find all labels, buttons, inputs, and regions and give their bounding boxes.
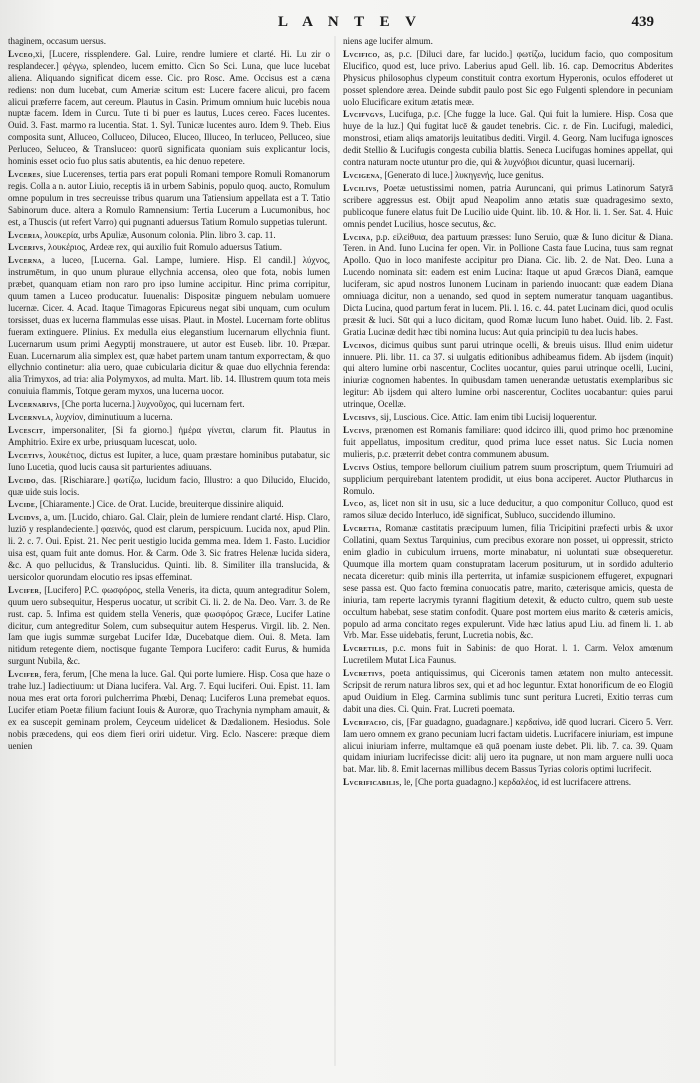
dictionary-entry [8, 425, 330, 449]
headword: Lvceres [8, 168, 41, 179]
headword: Lvcetivs [8, 449, 44, 460]
entry-text: , fera, ferum, [Che mena la luce. Gal. Qui porte lumiere. Hisp. Cosa que haze o trahe luz.] Iadiectiuum: ut Diana lucifera. Val. Arg. 7. Equi luciferi. Oui. Epist. 11. Iam noua mes erat orta forori pulcherrima Phœbi, Denaq; Luciferos Luna premebat equos. Lucifer etiam Poetæ filium faciunt Iouis & Auroræ, quo Trachynia nympham amauit, & ex ea suscepit geminam prolem, Ceyceum uidelicet & Dædalionem. Hesiodus. Sole nobis præcedens, qui eos diem fieri oriri uidetur. Virg. Eclo. Nascere: præque diem uenien [8, 669, 330, 751]
entry-text: , dicimus quibus sunt parui utrinque ocelli, & breuis uisus. Illud enim uidetur innuere. Pli. libr. 11. ca 37. si uulgatis editionibus adhibeamus fidem. Ab ijsdem (inquit) qui altero lumine orbi nascentur, Coclites uocantur, quies parui utrinque ocelli, Lucini, iniuriæ cognomen habentes. In quibusdam tamen uenerandæ uetustatis exemplaribus sic legitur: Ab ijsdem qui altero lumine orbi nascerentur, Coclites uocabantur: quies parui utrinque, Ocellæ. [343, 339, 673, 410]
dictionary-entry [343, 462, 673, 498]
headword: Lvcretia [343, 523, 380, 534]
dictionary-entry [343, 36, 673, 48]
left-column [8, 36, 330, 1076]
dictionary-entry [343, 717, 673, 777]
dictionary-entry [343, 777, 673, 789]
dictionary-entry [343, 412, 673, 424]
dictionary-entry [8, 242, 330, 254]
headword: Lvcrificabilis [343, 777, 400, 788]
headword: Lvcinos [343, 339, 375, 350]
entry-text: , as, licet non sit in usu, sic a luce deducitur, a quo componitur Colluco, quod est ramos siluæ decido Interluco, idē significat, Subluco, succidendo illumino. [343, 498, 673, 521]
headword: Lvcigena [343, 169, 380, 180]
dictionary-entry [343, 232, 673, 339]
entry-text: , Poetæ uetustissimi nomen, patria Auruncani, qui primus Latinorum Satyrā scribere aggressus est. Obijt apud Neapolim anno ætatis suæ quadragesimo sexto, publicoque funere elatus fuit De Lucilio uide Quint. lib. 10. & Hor. li. 1. Ser. Sat. 4. Huic omnis pendet Lucilius, hosce secutus, &c. [343, 182, 673, 229]
entry-paragraph [8, 255, 330, 398]
entry-text: , λυχνίον, diminutiuum a lucerna. [50, 412, 173, 423]
headword: Lvcivs [343, 425, 370, 435]
dictionary-entry [8, 255, 330, 398]
dictionary-entry [343, 170, 673, 182]
entry-text: , λουκέριος, Ardeæ rex, qui auxilio fuit Romulo aduersus Tatium. [43, 242, 282, 253]
entry-text: , λουκερία, urbs Apuliæ, Ausonum colonia. Plin. libro 3. cap. 11. [39, 229, 276, 240]
dictionary-entry [343, 498, 673, 522]
entry-paragraph [343, 109, 673, 169]
entry-paragraph [8, 169, 330, 229]
entry-paragraph [8, 425, 330, 449]
headword: Lvceo [8, 48, 33, 59]
entry-paragraph [343, 717, 673, 777]
dictionary-entry [8, 499, 330, 511]
page-header [0, 14, 700, 36]
entry-paragraph [343, 668, 673, 716]
entry-text: , das. [Rischiarare.] φωτίζω, lucidum facio, Illustro: a quo Dilucido, Elucido, quæ uide suis locis. [8, 474, 330, 497]
headword: Lvcerivs [8, 242, 44, 253]
headword: Lvcivs [343, 461, 370, 472]
entry-paragraph [8, 585, 330, 668]
entry-paragraph [8, 450, 330, 474]
entry-text: , le, [Che porta guadagno.] κερδαλέος, id est lucrifacere attrens. [399, 777, 632, 788]
dictionary-entry [8, 450, 330, 474]
dictionary-entry [8, 669, 330, 752]
running-head: L A N T E V [278, 14, 422, 30]
entry-text: , p.p. εἰλείθυια, dea partuum præsses: Iuno Seruio, quæ & Iuno dicitur & Diana. Teren. in And. Iuno Lucina fer open. Vir. in Pollione Casta faue Lucina, tuus sam regnat Apollo. Quo in loco manifeste accipitur pro Diana. Cic. lib. 2. de Nat. Deo. Luna a Lucendo nominata sit: eadem est enim Lucina: Itaque ut apud Græcos Dianā, eamque luciferam, sic apud nostros Iunonem Lucinam in pariendo inuocant: quæ eadem Diana omniuaga dicitur, non a uenando, sed quod in septem numeratur tanquam uagantibus. Dicta Lucina, quod partum ferat in lucem. Pli. l. 16. c. 44. patet Lucinam dici, quod oculis præsit & luci. Sūt qui a luco dicitam, quod Romæ lucum Iuno habet. Ouid. lib. 2. Fast. Gratia Lucinæ dedit hæc tibi nomina lucus: Aut quia principiū tu dea lucis habes. [343, 231, 673, 337]
entry-paragraph [8, 512, 330, 583]
dictionary-entry [343, 523, 673, 642]
entry-paragraph [343, 36, 673, 48]
dictionary-entry [8, 512, 330, 583]
entry-paragraph [343, 49, 673, 109]
entry-paragraph [8, 36, 330, 48]
entry-text: , cis, [Far guadagno, guadagnare.] κερδαίνω, idē quod lucrari. Cicero 5. Verr. Iam uero omnem ex grano pecuniam lucri factam uidetis. Lucrifacere iniuriam, est impune alicui iniuriam inferre, multamque eā quā poenam iuste debet. Pli. lib. 7. ca. 39. Quam quidam iniuriam lucrifecisse dicit: alij uero ita pugnare, ut non mam arguere nulli uoca bat. Mar. lib. 8. Emit lacernas millibus decem Bassus Tyrias coloris optimi lucrifecit. [343, 716, 673, 775]
headword: Lvcretilis [343, 643, 386, 654]
entry-paragraph [343, 232, 673, 339]
entry-text: , a, um. [Lucido, chiaro. Gal. Clair, plein de lumiere rendant clarté. Hisp. Claro, luziō y resplandeciente.] φαεινός, quod est clarum, perspicuum. Lucida nox, apud Plin. li. 2. c. 7. Oui. Epist. 21. Nec perit uestigio lucida gemma mea. Idem 1. Fasto. Lucidior uisa est, quam fuit ante domus. Hor. & Carm. Ode 3. Sic fratres Helenæ lucida sidera, &c. A quo pellucidus, & Translucidus. Quinti. lib. 8. Similiter illa translucida, & uersicolor quorundam elocutio res ipsas effeminat. [8, 512, 330, 582]
dictionary-entry [343, 668, 673, 716]
headword: Lvcernvla [8, 412, 51, 423]
headword: Lvcifer [8, 669, 40, 680]
headword: Lvcerna [8, 255, 42, 266]
entry-text: , [Generato di luce.] λυκηγενής, luce genitus. [379, 169, 544, 180]
entry-paragraph [343, 183, 673, 231]
entry-paragraph [343, 412, 673, 424]
column-divider [334, 36, 336, 1066]
entry-text: , sij, Luscious. Cice. Attic. Iam enim tibi Lucisij loquerentur. [375, 412, 597, 423]
right-column [343, 36, 673, 1076]
dictionary-entry [8, 412, 330, 424]
entry-text: , as, p.c. [Diluci dare, far lucido.] φωτίζω, lucidum facio, quo compositum Elucifico, quod est, luce privo. Laberius apud Gell. lib. 16. cap. Democritus Abderites Physicus philosophus clypeum constituit contra exortum Hyperonis, oculos effoderet ut posset splendore ærea. Deinde subdit paulo post Sic ego Fulgenti splendore in pecuniam uolo Elucificare exitum ætatis meæ. [343, 48, 673, 107]
entry-text: , siue Lucerenses, tertia pars erat populi Romani tempore Romuli Romanorum regis. Colla a n. autor Liuio, receptis iā in urbem Sabinis, populo quoq. aucto, Romulum omne populum in tres secreuisse tribus quarum una Tatiensium appellata est a T. Tatio Sabinorum duce. altera a Romulo Ramnensium: Tertia Lucerum a Lucumonibus, hoc est, a Thuscis (ut refert Varro) qui pugnanti aduersus Tatium Romulo suppetias tulerunt. [8, 168, 330, 227]
headword: Lvcescit [8, 425, 44, 435]
headword: Lvcifico [343, 48, 378, 59]
dictionary-entry [8, 36, 330, 48]
headword: Lvcide [8, 499, 36, 510]
entry-paragraph [8, 230, 330, 242]
dictionary-entry [343, 183, 673, 231]
entry-text: niens age lucifer almum. [343, 36, 433, 46]
entry-paragraph [343, 340, 673, 411]
headword: Lvcisivs [343, 412, 376, 423]
headword: Lvcifvgvs [343, 109, 384, 120]
entry-text: Ostius, tempore bellorum ciuilium patrem suum proscriptum, quem Triumuiri ad supplicium perquirebant latentem prodidit, ut eius bona acciperet. Auctor Plutharcus in Romulo. [343, 461, 673, 496]
dictionary-entry [343, 49, 673, 109]
dictionary-entry [343, 425, 673, 461]
dictionary-entry [8, 475, 330, 499]
headword: Lvcrifacio [343, 716, 387, 727]
entry-paragraph [8, 49, 330, 168]
dictionary-entry [8, 399, 330, 411]
dictionary-entry [8, 169, 330, 229]
entry-paragraph [8, 499, 330, 511]
headword: Lvcifer [8, 584, 40, 595]
entry-text: , λουκέτιος, dictus est Iupiter, a luce, quam præstare hominibus putabatur, sic Iuno Lucetia, quod lucis causa sit parturientes adiuuans. [8, 449, 330, 472]
headword: Lvcidvs [8, 512, 40, 523]
entry-text: , p.c. mons fuit in Sabinis: de quo Horat. l. 1. Carm. Velox amœnum Lucretilem Mutat Lica Faunus. [343, 643, 673, 666]
entry-text: , [Lucifero] P.C. φωσφόρος, stella Veneris, ita dicta, quum antegraditur Solem, quum uero subsequitur, Hesperus uocatur, ut scribit Ci. li. 2. de Na. Deo. Varr. 3. de Re rust. cap. 5. Infima est quidem stella Veneris, quæ φωσφόρος Græce, Lucifer Latine dicitur, cum antegreditur Solem, cum subsequitur autem Hesperus. Virgil. lib. 2. Nen. Iam que iugis summæ surgebat Lucifer Idæ, Ducebatque diem. Oui. 8. Meta. Iam nitidum retegente diem, noctisque fugante Tempora Lucifero: cadit Eurus, & humida surgunt Nubila, &c. [8, 584, 330, 667]
entry-paragraph [8, 399, 330, 411]
entry-text: , [Chiaramente.] Cice. de Orat. Lucide, breuiterque dissinire aliquid. [35, 499, 284, 510]
dictionary-entry [8, 230, 330, 242]
dictionary-entry [8, 585, 330, 668]
entry-paragraph [343, 170, 673, 182]
headword: Lvceria [8, 229, 40, 240]
dictionary-entry [343, 643, 673, 667]
entry-text: , prænomen est Romanis familiare: quod idcirco illi, quod primo hoc prænomine fuit appellatus, impositum creditur, quod prima luce esset natus. Sic Lucia nomen mulieris, p.c. præterrit debet contra communem abusum. [343, 425, 673, 459]
page-number: 439 [631, 14, 654, 30]
entry-paragraph [8, 412, 330, 424]
entry-text: , a luceo, [Lucerna. Gal. Lampe, lumiere. Hisp. El candil.] λύχνος, instrumētum, in quo unum pluraue ellychnia accensa, oleo que fota, nobis lumen præbet, quanquam etiam non raro pro ipso lumine accipitur. Hinc prima corripitur, quum tamen a Luceo producatur. Iuuenalis: Dispositæ pinguem nebulam uomuere lucernæ. Cicer. 4. Acad. Itaque Timagoras Epicureus negat sibi unquam, cum oculum torsisset, duas ex lucerna flammulas esse uisas. Plaut. in Mostel. Lucernam forte oblitus fueram extinguere. Plinius. Ex medulla eius eleganstium lucernarum ellychnia fiunt. Lucernarum usum primi Aegyptij monstrauere, ut autor est Euseb. libr. 10. Præpar. Euan. Lucernarum alia simplex est, quæ habet partem unam tantum exporrectam, & quo ellychnio continetur: alia uero, quae cubicularia dicitur & quae duo ellychnia ferenda: alia Trimyxos, ad tria: alia Polymyxos, ad multa. Mart. lib. 14. Illustrem quum tota meis conuiuia flammis, Totque geram myxos, una lucerna uocor. [8, 255, 330, 397]
entry-text: , poeta antiquissimus, qui Ciceronis tamen ætatem non multo antecessit. Scripsit de rerum natura libros sex, qui et ad hoc leguntur. Extat honorificum de eo Elogiū apud Ouidium in Eleg. Carmina sublimis tunc sunt peritura Lucreti, Exitio terras cum dabit una dies. Ci. Quin. Frat. Lucreti poemata. [343, 668, 673, 714]
entry-paragraph [8, 669, 330, 752]
dictionary-entry [8, 49, 330, 168]
entry-paragraph [343, 523, 673, 642]
dictionary-entry [343, 340, 673, 411]
entry-text: , [Che porta lucerna.] λυχνοῦχος, qui lucernam fert. [57, 399, 245, 410]
headword: Lvco [343, 498, 364, 509]
entry-paragraph [343, 462, 673, 498]
headword: Lvcilivs [343, 182, 377, 193]
entry-text: thaginem, occasum uersus. [8, 36, 106, 46]
entry-paragraph [343, 425, 673, 461]
headword: Lvcretivs [343, 668, 383, 679]
headword: Lvcido [8, 474, 36, 485]
entry-text: , impersonaliter, [Si fa giorno.] ἡμέρα γίνεται, clarum fit. Plautus in Amphitrio. Exire ex urbe, priusquam lucescat, uolo. [8, 425, 330, 447]
dictionary-entry [343, 109, 673, 169]
entry-text: ,xi, [Lucere, rissplendere. Gal. Luire, rendre lumiere et clarté. Hi. Lu zir o resplandecer.] φέγγω, splendeo, lucem emitto. Cicn So Sci. Luna, que luce lucebat aliena. Aliquando significat dicem esse. Cic. pro Rosc. Ame. Occisus est a cæna rediens: non dum lucebat, cum Ameriæ scitum est: Lucere facere alicui, pro facem alicui præferre facem, aut cereum. Plautus in Casin. Primum omnium huic lucebis noua nuptæ facem. Idem in Curcu. Tute ti bi puer es lautus, Luces cereo. Faces lucentes. Ouid. 3. Fast. marmo ra lucentia. Stat. 1. Syl. Tunicæ lucentes auro. Idem 9. Theb. Eius composita sunt, Alluceo, Colluceo, Diluceo, Eluceo, Illuceo, In terluceo, Pelluceo, siue Perluceo, Seluceo, & Transluceo: quorū significata quoniam suis explicantur locis, hominis esset ocio fuo plus satis abutentis, ea hic denuo repetere. [8, 48, 330, 167]
entry-paragraph [343, 643, 673, 667]
entry-paragraph [343, 777, 673, 789]
entry-text: , Lucifuga, p.c. [Che fugge la luce. Gal. Qui fuit la lumiere. Hisp. Cosa que huye de la luz.] Qui fugitat lucē & gaudet tenebris. Cic. r. de Fin. Lucifugi, maledici, monstrosi, etiam aliqs amatorijs leuitatibus dediti. Virgil. 4. Georg. Nam lucifuga ignosces dedit Stellio & Lucifugis congesta cubilia blattis. Seneca Lucifugas homines appellat, qui contra naturam nocte utuntur pro die, qui & λυχνόβιοι dicuntur, quasi lucernarij. [343, 109, 673, 168]
headword: Lvcernarivs [8, 399, 58, 410]
entry-paragraph [8, 475, 330, 499]
headword: Lvcina [343, 231, 371, 242]
entry-text: , Romanæ castitatis præcipuum lumen, filia Tricipitini præfecti urbis & uxor Collatini, quam Sextus Tarquinius, cum precibus exorare non posset, ui oppressit, stricto enim gladio in cubiculum irruens, morte minabatur, ni uoluntati suæ obsequeretur. Quumque illa mortem quam constupratam lacerum positurum, ut in sordido adulterio necata diceretur: quib minis illa perterrita, ut infamiæ suspicionem effugeret, expugnari sese passa est. Quo facto fœmina conuocatis patre, marito, cæterisque amicis, questa de iniuria, tam reperte lacrymis tyranni flagitium detexit, & educto cultro, quem sub ueste occultum habebat, sese statim confodit. Quare post mortem eius marito & cæteris amicis, populo ad arma concitato reges expulerunt. Vide hæc latius apud Liu. ad finem li. 1. ab Vrb. Mar. Esse uidebatis, ferunt, Lucretia nobis, &c. [343, 523, 673, 641]
entry-paragraph [343, 498, 673, 522]
entry-paragraph [8, 242, 330, 254]
